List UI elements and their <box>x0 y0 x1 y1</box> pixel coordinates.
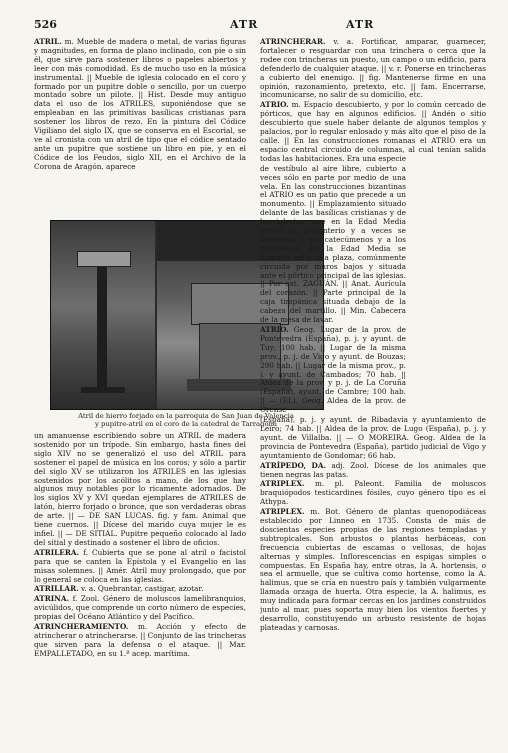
entry-definition: v. a. Fortificar, amparar, guarnecer, fortalecer o resguardar con una trinchera o cerca que la rodee con trincheras un puesto, un campo o un edificio, para defenderlo de cualquier ataque. || v. r. Ponerse en trincheras a cubierto del enemigo. || fig. Mantenerse firme en una opinión, razonamiento, pretexto, etc. || fam. Encerrarse, incomunicarse, no salir de su domicilio, etc. <box>260 38 486 100</box>
entry-definition: de vestíbulo al aire libre, cubierto a veces sólo en parte por medio de una vela. En las construcciones bizantinas el ATRIO es un patio que precede a un monumento. || Emplazamiento situado delante de las basílicas cristianas y de las iglesias, que en la Edad Media servía de cementerio y a veces se destinaba a los catecúmenos y a los penitentes. En la Edad Media se llamaba así a una plaza, comúnmente circuida por muros bajos y situada ante el pórtico principal de las iglesias. || Por ext. ZAGUÁN. || Anat. Aurícula del corazón. || Parte principal de la caja timpánica situada debajo de la cabeza del martillo. || Min. Cabecera de la mesa de lavar. <box>260 163 406 325</box>
entry-definition: m. Mueble de madera o metal, de varias figuras y magnitudes, en forma de plano inclinado, con pie o sin él, que sirve para sostener libros o papeles abiertos y leer con más comodidad. Es de mucho uso en la música instrumental. || Mueble de iglesia colocado en el coro y formado por un pupitre doble o sencillo, por un cuerpo montado sobre un pilote. || Hist. Desde muy antiguo data el uso de los ATRILES, suponiéndose que se empleaban en las primitivas basílicas cristianas para sostener los libros de rezo. En la pintura del Códice Vigiliano del siglo IX, que se conserva en el Escorial, se ve al cronista con un atril de tipo que el códice sentado ante un pupitre que sostiene un libro en pie, y en el Códice de los Feudos, siglo XII, en el Archivo de la Corona de Aragón, aparece <box>34 38 246 171</box>
entry-definition: Geog. Lugar de la prov. de Pontevedra (España), p. j. y ayunt. de Tuy; 100 hab. || Lugar de la misma prov., p. j. de Vigo y ayunt. de Bouzas; 290 hab. || Lugar de la misma prov., p. j. y ayunt. de Cambados; 70 hab. || Aldea de la prov. y p. j. de La Coruña (España), ayunt. de Cambre; 100 hab. || — (EL). Geog. Aldea de la prov. de Orense <box>260 325 406 415</box>
entry-headword: ATRIO. <box>260 325 289 334</box>
caption-line-2: y pupitre-atril en el coro de la catedral de Tarragona <box>95 420 277 428</box>
dictionary-entry <box>260 416 486 461</box>
dictionary-entry <box>260 38 486 100</box>
dictionary-entry <box>34 585 246 594</box>
entry-definition: adj. Zool. Dícese de los animales que tienen negras las patas. <box>260 460 486 479</box>
entry-headword: ATRINCHERAMIENTO. <box>34 622 129 632</box>
entry-definition: m. Espacio descubierto, y por lo común cercado de pórticos, que hay en algunos edificios. || Andén o sitio descubierto que suele haber delante de algunos templos y palacios, por lo regular enlosado y más alto que el piso de la calle. || En las construcciones romanas el ATRIO era un espacio central circuido de columnas, al cual tenían salida todas las habitaciones. Era una especie <box>260 100 486 163</box>
entry-headword: ATRINCHERAR. <box>260 38 326 46</box>
entry-headword: ATRIPLEX. <box>260 507 305 517</box>
right-column-upper <box>260 38 486 164</box>
entry-headword: ATRILLAR. <box>34 584 79 594</box>
dictionary-entry <box>34 549 246 585</box>
left-column-bottom <box>34 432 246 742</box>
dictionary-entry <box>260 480 486 507</box>
entry-headword: ATRINA. <box>34 594 70 604</box>
entry-definition: f. Zool. Género de moluscos lamelibranquios, avicúlidos, que comprende un corto número de especies, propias del Océano Atlántico y del Pacífico. <box>34 594 246 622</box>
entry-definition: m. pl. Paleont. Familia de moluscos braquiópodos testicardines fósiles, cuyo género tipo es el Athypa. <box>260 479 486 507</box>
left-column-top <box>34 38 246 222</box>
dictionary-entry <box>260 326 406 415</box>
lectern-pillar <box>97 261 107 391</box>
dictionary-entry <box>260 462 486 480</box>
entry-headword: ATRÍPEDO, DA. <box>260 460 327 470</box>
entry-headword: ATRIO. <box>260 100 289 110</box>
entry-definition: (España), p. j. y ayunt. de Ribadavia y ayuntamiento de Leiro; 74 hab. || Aldea de la prov. de Lugo (España), p. j. y ayunt. de Villalba. || — O MOREIRA. Geog. Aldea de la provincia de Pontevedra (España), partido judicial de Vigo y ayuntamiento de Gondomar; 66 hab. <box>260 415 486 460</box>
entry-headword: ATRILERA. <box>34 547 80 557</box>
dictionary-entry <box>260 508 486 633</box>
right-column-lower <box>260 416 486 633</box>
page-number: 526 <box>34 18 57 31</box>
iron-lectern-photo <box>51 221 155 409</box>
entry-definition: m. Bot. Género de plantas quenopodiáceas establecido por Linneo en 1735. Consta de más de doscientas especies propias de las regiones templadas y subtropicales. Son arbustos o plantas herbáceas, con frecuencia cubiertas de escamas o vellosas, de hojas alternas y simples. Inflorescencias en espigas simples o compuestas. En España hay, entre otras, la A. hortensis, o sea el armuelle, que se cultiva como hortense, como la A. halimus, que se cría en nuestro país y también vulgarmente llamada orzaga de huerta. Otra especie, la A. halimus, es muy indicada para formar cercas en los jardines construidos junto al mar, pues soporta muy bien los vientos fuertes y desarrollo, constituyendo un arbusto resistente de hojas plateadas y carnosas. <box>260 507 486 632</box>
entry-headword: ATRIPLEX. <box>260 479 305 489</box>
entry-headword: ATRIL. <box>34 38 62 46</box>
right-column <box>260 38 486 743</box>
lectern-base <box>81 387 125 393</box>
dictionary-entry <box>260 101 486 163</box>
dictionary-entry <box>34 595 246 622</box>
dictionary-entry <box>34 38 246 172</box>
dictionary-entry <box>34 623 246 659</box>
entry-definition: m. Acción y efecto de atrincherar o atrincherarse. || Conjunto de las trincheras que sirven para la defensa o el ataque. || Mar. EMPALLETADO, en su 1.ª acep. marítima. <box>34 622 246 658</box>
lectern-top <box>77 251 131 267</box>
entry-definition: un amanuense escribiendo sobre un ATRIL de madera sostenido por un trípode. Sin embargo, hasta fines del siglo XIV no se generalizó el uso del ATRIL para sostener el papel de música en los coros; y sólo a partir del siglo XV se utilizaron los ATRILES en las iglesias sostenidos por los acólitos a mano, de los que hay algunos muy notables por lo ricamente adornados. De los siglos XV y XVI quedan ejemplares de ATRILES de latón, hierro forjado o bronce, que son verdaderas obras de arte. || — DE SAN LUCAS. fig. y fam. Animal que tiene cuernos. || Dícese del marido cuya mujer le es infiel. || — DE SITIAL. Pupitre pequeño colocado al lado del sitial y destinado a sostener el libro de oficios. <box>34 432 246 547</box>
running-head-left: ATR <box>230 18 259 31</box>
page-header <box>34 14 486 34</box>
entry-definition: f. Cubierta que se pone al atril o facistol para que se canten la Epístola y el Evangelio en las misas solemnes. || Amér. Atril muy prolongado, que por lo general se coloca en las iglesias. <box>34 547 246 584</box>
dictionary-entry <box>260 165 406 325</box>
entry-definition: v. a. Quebrantar, castigar, azotar. <box>78 584 204 594</box>
running-head-right: ATR <box>346 18 375 31</box>
caption-line-1: Atril de hierro forjado en la parroquia de San Juan de Valencia <box>78 412 294 420</box>
dictionary-entry <box>34 432 246 548</box>
right-column-narrow <box>260 165 406 415</box>
